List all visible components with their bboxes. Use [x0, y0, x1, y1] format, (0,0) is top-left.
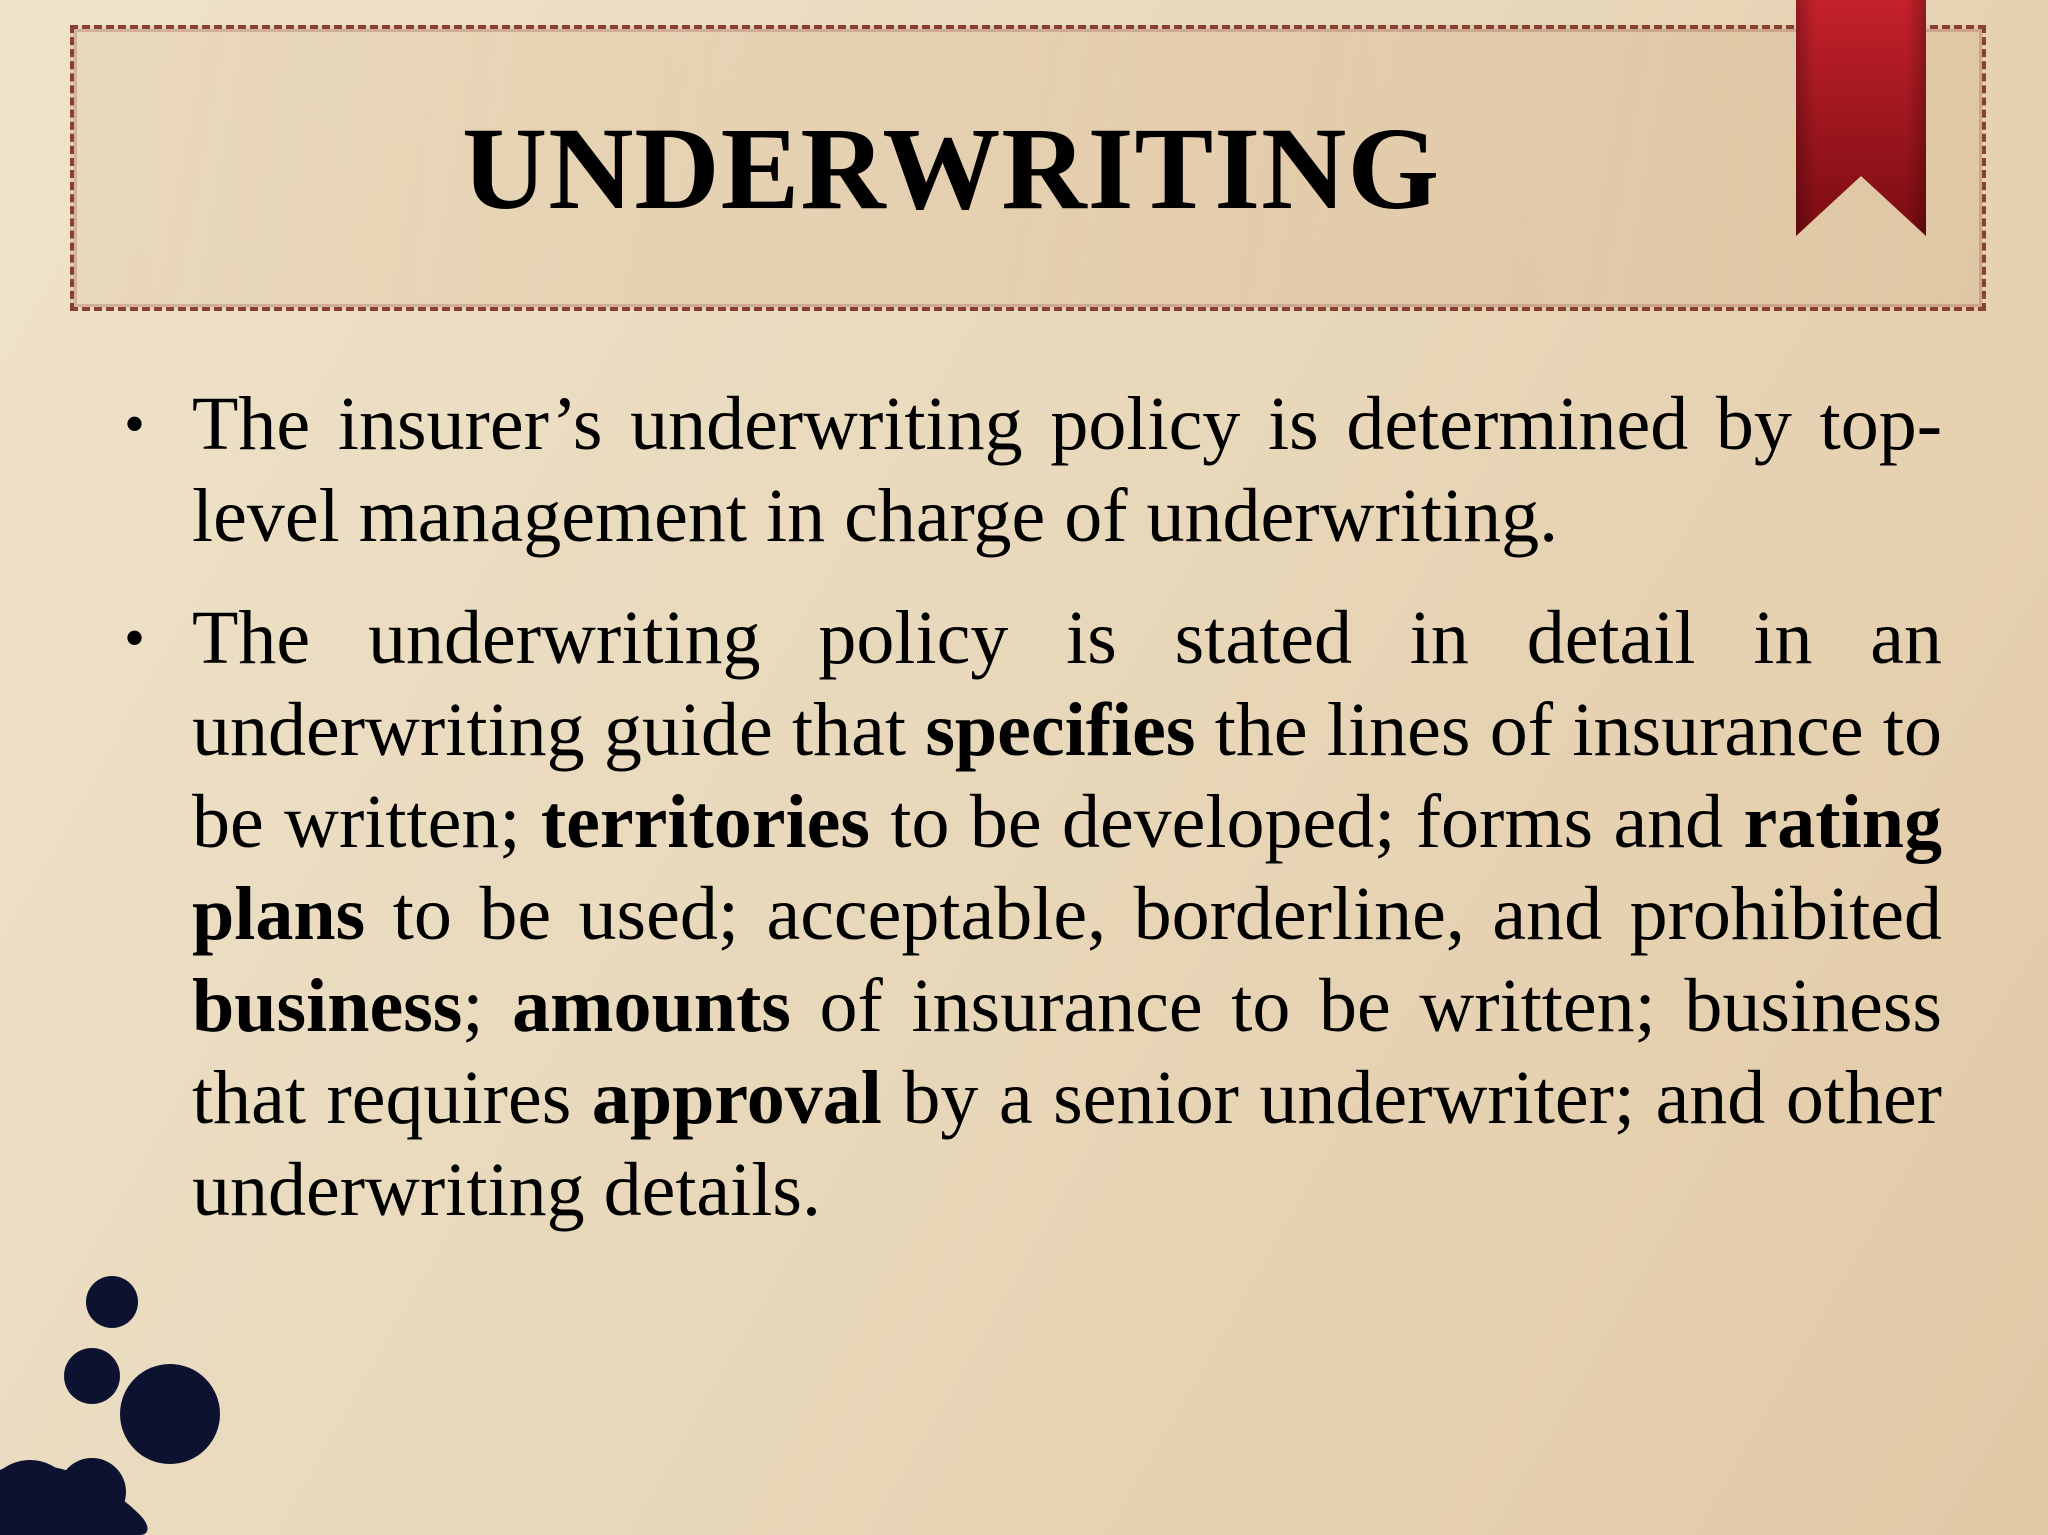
bullet-icon: •	[124, 391, 146, 457]
keyword: specifies	[925, 688, 1196, 772]
slide-title: UNDERWRITING	[462, 103, 1441, 234]
bullet-text: to be developed; forms and	[869, 780, 1744, 864]
ink-splat-icon	[0, 1270, 240, 1535]
bullet-text: the lines of insurance to be written;	[192, 688, 1942, 864]
slide-body	[124, 378, 1942, 1266]
bullet-text: ;	[462, 964, 513, 1048]
bullet-icon: •	[124, 605, 146, 671]
keyword: rating plans	[192, 780, 1942, 956]
keyword: amounts	[512, 964, 791, 1048]
bullet-text: The insurer’s underwriting policy is determined by top-level management in charge of underwriting.	[192, 382, 1942, 558]
keyword: territories	[540, 780, 870, 864]
bullet-item	[124, 378, 1942, 562]
bookmark-ribbon-icon	[1796, 0, 1926, 236]
keyword: business	[192, 964, 463, 1048]
bullet-text: to be used; acceptable, borderline, and prohibited	[365, 872, 1942, 956]
bullet-text: by a senior underwriter; and other underwriting details.	[192, 1056, 1942, 1232]
keyword: approval	[591, 1056, 882, 1140]
bullet-text: of insurance to be written; business that requires	[192, 964, 1942, 1140]
bullet-item	[124, 592, 1942, 1236]
bullet-text: The underwriting policy is stated in detail in an underwriting guide that	[192, 596, 1942, 772]
